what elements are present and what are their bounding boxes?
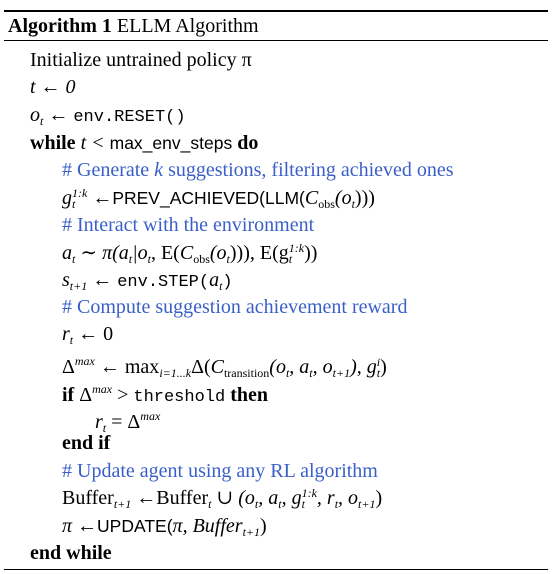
a-arg-sub: t — [219, 279, 223, 293]
buffer-sub: t+1 — [242, 525, 260, 539]
arrow: ← — [43, 104, 74, 126]
r-arg: , r — [316, 487, 335, 509]
comment-1b: k — [154, 159, 164, 181]
o-arg: (o — [334, 187, 352, 209]
algorithm-name: ELLM Algorithm — [116, 15, 259, 37]
threshold: threshold — [133, 388, 226, 407]
o-next: , o — [338, 487, 359, 509]
g-var: g — [62, 187, 72, 209]
max-sup: max — [140, 409, 161, 423]
a-arg: , a — [258, 487, 279, 509]
o-arg-sub: t — [351, 197, 355, 211]
prev-achieved-llm: PREV_ACHIEVED(LLM( — [112, 188, 305, 208]
g-sup: 1:k — [301, 486, 317, 500]
g-sub: t — [376, 366, 381, 380]
e-g: ))), E(g — [229, 242, 289, 264]
initialize-text: Initialize untrained policy π — [30, 49, 252, 71]
line-step — [62, 268, 233, 298]
title-rule — [4, 40, 548, 41]
r-var: r — [62, 323, 70, 345]
delta-open: Δ( — [191, 356, 211, 378]
g-sup: 1:k — [288, 241, 305, 255]
buffer: Buffer — [62, 487, 114, 509]
arrow: ← — [87, 187, 113, 209]
if-keyword: if — [62, 384, 75, 406]
a-arg: a — [209, 269, 220, 291]
comment-1c: suggestions, filtering achieved ones — [163, 159, 454, 181]
comment-1a: # Generate — [62, 159, 155, 181]
o-arg: (o — [269, 356, 286, 378]
o-next-sub: t+1 — [332, 366, 351, 380]
r-sub: t — [334, 497, 339, 511]
line-while — [30, 131, 258, 155]
o-arg-sub: t — [226, 252, 230, 266]
buffer-sub: t+1 — [113, 497, 132, 511]
max-op: ← max — [94, 356, 160, 378]
o-next-sub: t+1 — [358, 497, 376, 511]
bottom-rule — [4, 569, 548, 570]
index-range: i=1...k — [159, 366, 192, 380]
t-init-text: t ← 0 — [30, 76, 76, 98]
e-open: , E( — [150, 242, 180, 264]
a-arg-sub: t — [128, 252, 133, 266]
g-arg: ), g — [350, 356, 377, 378]
comment-4: # Update agent using any RL algorithm — [62, 460, 378, 482]
line-reset — [30, 103, 186, 133]
g-sub: t — [301, 497, 305, 511]
s-sub: t+1 — [69, 279, 88, 293]
buffer-t-sub: t — [208, 497, 212, 511]
max-env-steps: max_env_steps — [109, 133, 233, 153]
c-var: C — [210, 356, 224, 378]
s-var: s — [62, 269, 70, 291]
line-suggestions — [62, 186, 375, 216]
env-reset: env.RESET() — [73, 108, 186, 127]
line-buffer — [62, 486, 382, 516]
end-if-keyword: end if — [62, 432, 111, 454]
max-sup: max — [74, 354, 95, 368]
eq-delta: = Δ — [106, 411, 141, 433]
pi-arrow: π ← — [62, 515, 98, 537]
top-rule — [4, 10, 548, 12]
line-t-init — [30, 75, 76, 99]
a-arg: , a — [289, 356, 310, 378]
close-paren: ) — [375, 487, 383, 509]
union-o: ∪ (o — [211, 487, 255, 509]
policy: ∼ π(a — [75, 242, 129, 264]
o-next: , o — [312, 356, 333, 378]
line-policy-update — [62, 514, 267, 544]
update-args: π, Buffer — [172, 515, 243, 537]
line-action — [62, 241, 317, 271]
env-step: env.STEP( — [117, 273, 210, 292]
assign-zero: ← 0 — [73, 323, 114, 345]
close-parens: )) — [304, 242, 318, 264]
r-sub: t — [102, 421, 107, 435]
c-var: C — [179, 242, 194, 264]
end-while-keyword: end while — [30, 542, 112, 564]
comment-2: # Interact with the environment — [62, 214, 315, 236]
a-sub: t — [309, 366, 313, 380]
a-sub: t — [72, 252, 76, 266]
delta: Δ — [62, 356, 75, 378]
o-var: o — [30, 104, 40, 126]
arrow-buffer: ←Buffer — [131, 487, 209, 509]
line-if — [62, 377, 268, 410]
obs-sub: obs — [193, 252, 210, 266]
o-cond-sub: t — [147, 252, 151, 266]
comment-3: # Compute suggestion achievement reward — [62, 296, 408, 318]
g-sub: t — [72, 197, 76, 211]
transition-sub: transition — [223, 366, 270, 380]
c-var: C — [304, 187, 319, 209]
r-var: r — [95, 411, 103, 433]
comment-generate — [62, 158, 454, 182]
close-paren: ) — [222, 273, 233, 292]
comment-update — [62, 459, 378, 483]
obs-sub: obs — [318, 197, 335, 211]
line-end-while — [30, 541, 112, 565]
o-cond: |o — [132, 242, 148, 264]
g-sub: t — [288, 252, 293, 266]
arrow: ← — [87, 269, 118, 291]
then-keyword: then — [225, 384, 268, 406]
line-initialize — [30, 48, 252, 72]
while-cond: t < — [75, 132, 110, 154]
gt: > — [112, 384, 134, 406]
o-sub: t — [285, 366, 290, 380]
a-var: a — [62, 242, 72, 264]
algorithm-title — [8, 14, 259, 38]
r-sub: t — [69, 333, 74, 347]
g-arg: , g — [281, 487, 302, 509]
o-arg: (o — [209, 242, 227, 264]
close-parens: ))) — [354, 187, 375, 209]
g-sup: 1:k — [72, 186, 88, 200]
g-sup: i — [376, 355, 381, 369]
max-sup: max — [92, 382, 113, 396]
o-sub: t — [254, 497, 259, 511]
comment-interact — [62, 213, 314, 237]
close-paren: ) — [260, 515, 267, 537]
close-paren: ) — [380, 356, 387, 378]
comment-reward — [62, 295, 407, 319]
line-reward-init — [62, 322, 113, 352]
update-fn: UPDATE( — [97, 516, 173, 536]
a-sub: t — [278, 497, 282, 511]
line-end-if — [62, 431, 110, 455]
do-keyword: do — [232, 132, 259, 154]
algorithm-label: Algorithm 1 — [8, 15, 112, 37]
delta: Δ — [74, 384, 93, 406]
while-keyword: while — [30, 132, 76, 154]
o-sub: t — [40, 114, 44, 128]
